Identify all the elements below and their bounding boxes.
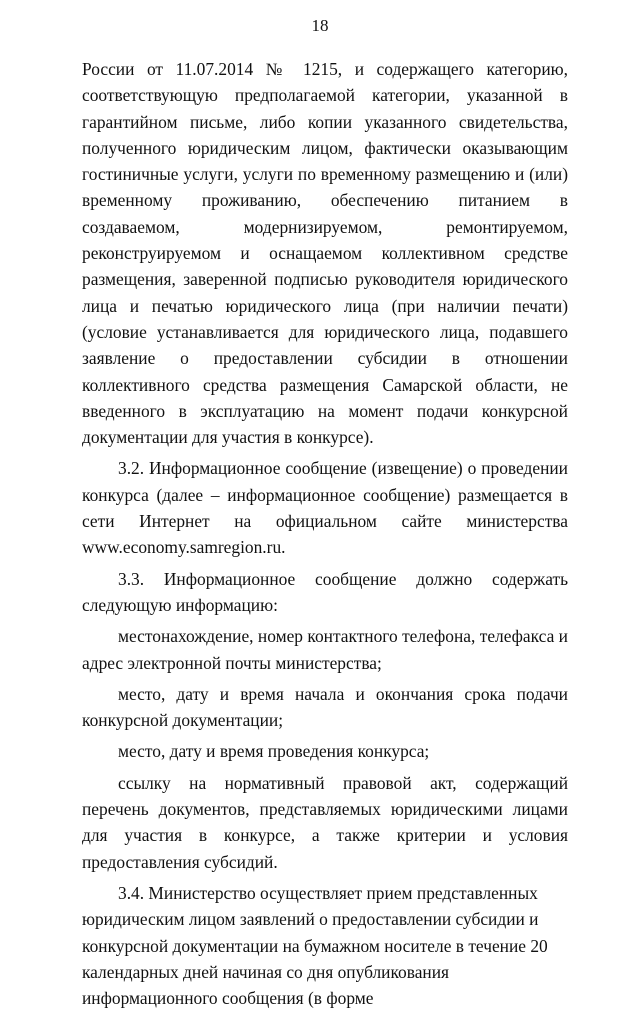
page-number: 18 bbox=[311, 16, 329, 35]
paragraph-continuation: России от 11.07.2014 № 1215, и содержащего категорию, соответствующую предполагаемой категории, указанной в гарантийном письме, либо копии указанного свидетельства, полученного юридическим лицом, фактически оказывающим гостиничные услуги, услуги по временному размещению и (или) временному проживанию, обеспечению питанием в создаваемом, модернизируемом, ремонтируемом, реконструируемом и оснащаемом коллективном средстве размещения, заверенной подписью руководителя юридического лица и печатью юридического лица (при наличии печати) (условие устанавливается для юридического лица, подавшего заявление о предоставлении субсидии в отношении коллективного средства размещения Самарской области, не введенного в эксплуатацию на момент подачи конкурсной документации для участия в конкурсе). bbox=[82, 59, 568, 448]
list-item-contest-time: место, дату и время проведения конкурса; bbox=[118, 741, 430, 762]
list-item-submission-period: место, дату и время начала и окончания срока подачи конкурсной документации; bbox=[82, 683, 568, 731]
paragraph-3-3: 3.3. Информационное сообщение должно содержать следующую информацию: bbox=[82, 568, 568, 615]
list-item-location: местонахождение, номер контактного телефона, телефакса и адрес электронной почты министерства; bbox=[82, 626, 568, 673]
paragraph-3-4: 3.4. Министерство осуществляет прием представленных юридическим лицом заявлений о предоставлении субсидии и конкурсной документации на бумажном носителе в течение 20 календарных дней начиная со дня опубликования информационного сообщения (в форме bbox=[82, 882, 548, 1009]
list-item-legal-act: ссылку на нормативный правовой акт, содержащий перечень документов, представляемых юридическими лицами для участия в конкурсе, а также критерии и условия предоставления субсидий. bbox=[82, 772, 568, 872]
document-body bbox=[82, 56, 568, 1011]
paragraph-3-2: 3.2. Информационное сообщение (извещение) о проведении конкурса (далее – информационное сообщение) размещается в сети Интернет на официальном сайте министерства www.economy.samregion.ru. bbox=[82, 458, 568, 558]
